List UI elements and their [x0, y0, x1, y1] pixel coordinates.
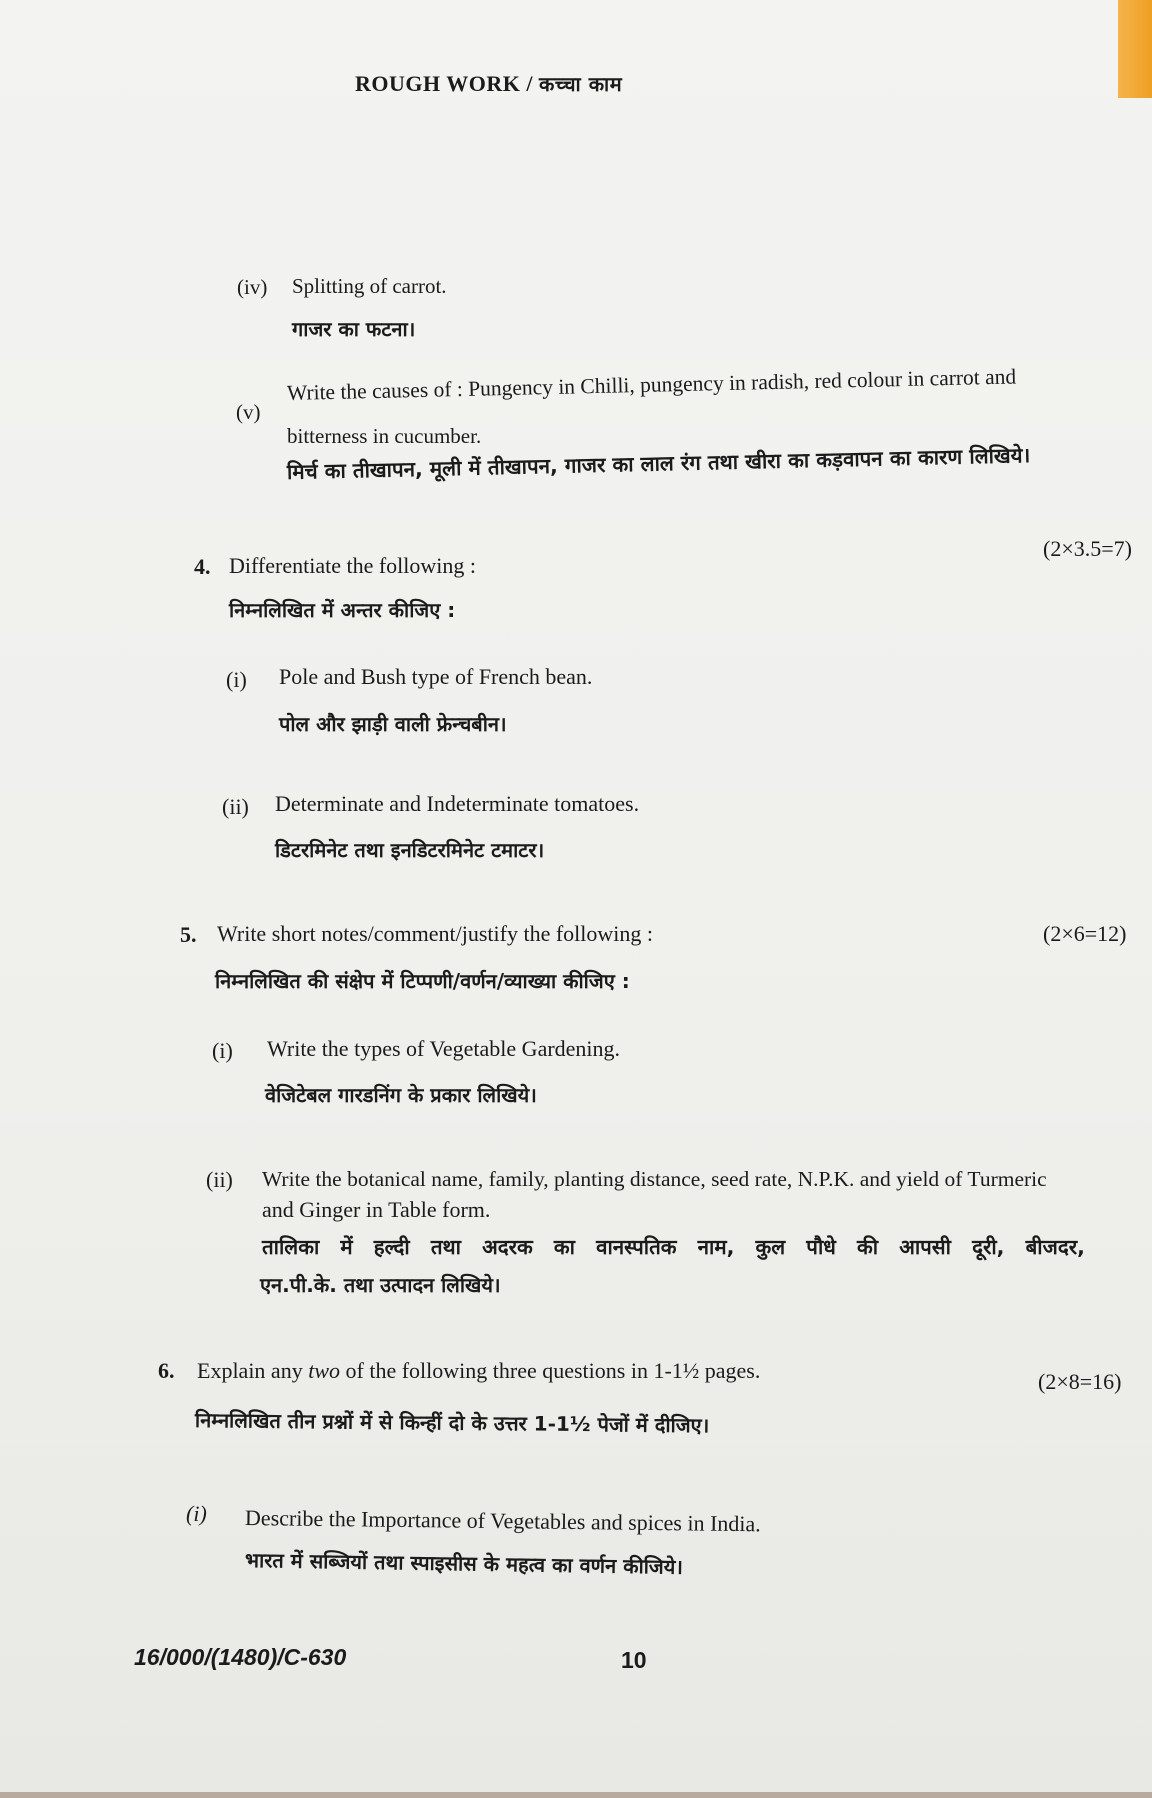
page-header	[355, 70, 622, 97]
q5-ii-english-line1: Write the botanical name, family, planting distance, seed rate, N.P.K. and yield of Turmeric	[262, 1167, 1047, 1191]
q5-hindi: निम्नलिखित की संक्षेप में टिप्पणी/वर्णन/व्याख्या कीजिए :	[215, 969, 630, 993]
item-number-v: (v)	[236, 400, 261, 424]
q4-item-number-i: (i)	[226, 667, 247, 692]
q3-v-hindi: मिर्च का तीखापन, मूली में तीखापन, गाजर का लाल रंग तथा खीरा का कड़वापन का कारण लिखिये।	[286, 443, 1031, 484]
q4-i-hindi: पोल और झाड़ी वाली फ्रेन्चबीन।	[279, 712, 507, 736]
q4-ii-english: Determinate and Indeterminate tomatoes.	[275, 791, 640, 816]
page-number: 10	[621, 1647, 647, 1673]
q5-ii-hindi-line2: एन.पी.के. तथा उत्पादन लिखिये।	[260, 1273, 501, 1297]
q5-item-number-ii: (ii)	[206, 1167, 233, 1192]
q4-hindi: निम्नलिखित में अन्तर कीजिए :	[229, 598, 456, 622]
q4-item-number-ii: (ii)	[222, 794, 249, 819]
question-number-5: 5.	[180, 922, 197, 947]
q6-item-number-i: (i)	[186, 1501, 207, 1526]
q5-marks: (2×6=12)	[1043, 921, 1127, 946]
q6-english-emphasis: two	[308, 1358, 340, 1383]
q5-ii-english-line2: and Ginger in Table form.	[262, 1197, 491, 1222]
q6-i-english: Describe the Importance of Vegetables and spices in India.	[244, 1505, 761, 1537]
q3-v-english-line2: bitterness in cucumber.	[287, 424, 482, 448]
q6-english-post: of the following three questions in 1-1½ pages.	[340, 1358, 761, 1383]
page-tab-edge	[1118, 0, 1152, 98]
q5-i-hindi: वेजिटेबल गारडनिंग के प्रकार लिखिये।	[265, 1083, 537, 1107]
q4-marks: (2×3.5=7)	[1043, 536, 1132, 561]
paper-code: 16/000/(1480)/C-630	[134, 1644, 347, 1670]
header-title-hindi: कच्चा काम	[538, 72, 623, 96]
q6-english-pre: Explain any	[197, 1358, 309, 1383]
q6-hindi: निम्नलिखित तीन प्रश्नों में से किन्हीं दो के उत्तर 1-1½ पेजों में दीजिए।	[194, 1408, 710, 1438]
q6-marks: (2×8=16)	[1038, 1369, 1122, 1394]
q4-ii-hindi: डिटरमिनेट तथा इनडिटरमिनेट टमाटर।	[275, 838, 545, 862]
q3-iv-hindi: गाजर का फटना।	[292, 317, 416, 341]
question-number-4: 4.	[194, 554, 211, 579]
q5-english: Write short notes/comment/justify the following :	[217, 921, 653, 946]
question-number-6: 6.	[158, 1358, 175, 1383]
q4-i-english: Pole and Bush type of French bean.	[279, 664, 593, 689]
q5-i-english: Write the types of Vegetable Gardening.	[267, 1036, 621, 1061]
page-bottom-edge	[0, 1792, 1152, 1798]
item-number-iv: (iv)	[237, 275, 268, 299]
header-title-english: ROUGH WORK /	[355, 71, 533, 96]
q5-ii-hindi-line1: तालिका में हल्दी तथा अदरक का वानस्पतिक नाम, कुल पौधे की आपसी दूरी, बीजदर,	[262, 1235, 1085, 1259]
q6-i-hindi: भारत में सब्जियों तथा स्पाइसीस के महत्व का वर्णन कीजिये।	[244, 1548, 684, 1579]
q3-v-english-line1: Write the causes of : Pungency in Chilli, pungency in radish, red colour in carrot and	[286, 364, 1017, 405]
q4-english: Differentiate the following :	[229, 553, 477, 578]
q6-english	[197, 1358, 760, 1384]
q5-item-number-i: (i)	[212, 1038, 233, 1063]
q3-iv-english: Splitting of carrot.	[292, 274, 447, 298]
